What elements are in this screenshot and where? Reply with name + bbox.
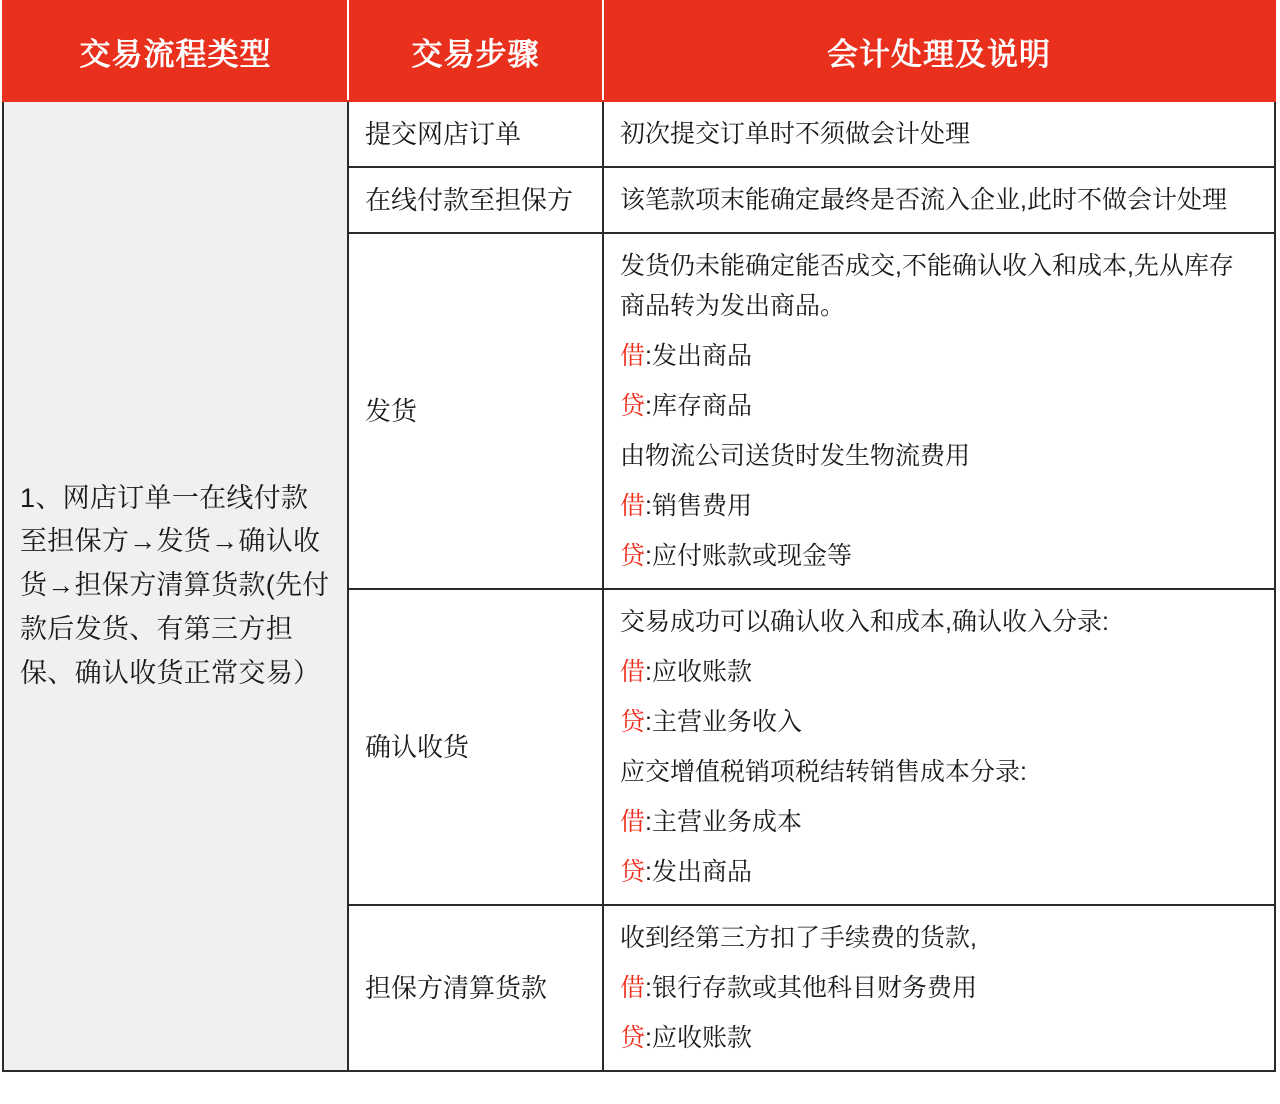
- column-header-flow-type: 交易流程类型: [3, 1, 348, 101]
- description-cell: [603, 233, 1275, 589]
- description-line: 由物流公司送货时发生物流费用: [620, 442, 971, 470]
- journal-entry-account: :发出商品: [645, 858, 752, 886]
- journal-entry-line: [620, 336, 1258, 376]
- journal-entry-account: :销售费用: [645, 492, 752, 520]
- step-cell: 在线付款至担保方: [348, 167, 603, 233]
- journal-entry-account: :库存商品: [645, 392, 752, 420]
- journal-entry-line: [620, 652, 1258, 692]
- journal-entry-account: :主营业务成本: [645, 808, 802, 836]
- description-line: 收到经第三方扣了手续费的货款,: [620, 924, 977, 952]
- journal-entry-line: [620, 702, 1258, 742]
- description-cell: [603, 589, 1275, 905]
- step-cell: 提交网店订单: [348, 101, 603, 167]
- journal-entry-line: [620, 968, 1258, 1008]
- credit-tag: 贷: [620, 542, 646, 570]
- step-cell: 发货: [348, 233, 603, 589]
- journal-entry-line: [620, 802, 1258, 842]
- debit-tag: 借: [620, 808, 646, 836]
- credit-tag: 贷: [620, 1024, 646, 1052]
- credit-tag: 贷: [620, 708, 646, 736]
- journal-entry-account: :应收账款: [645, 1024, 752, 1052]
- description-cell: [603, 905, 1275, 1071]
- table-row: [3, 101, 1275, 167]
- accounting-process-table: [2, 0, 1276, 1072]
- journal-entry-account: :发出商品: [645, 342, 752, 370]
- description-cell: [603, 167, 1275, 233]
- journal-entry-line: [620, 1018, 1258, 1058]
- step-cell: 确认收货: [348, 589, 603, 905]
- step-cell: 担保方清算货款: [348, 905, 603, 1071]
- journal-entry-line: [620, 386, 1258, 426]
- journal-entry-account: :主营业务收入: [645, 708, 802, 736]
- description-line: 应交增值税销项税结转销售成本分录:: [620, 758, 1027, 786]
- journal-entry-line: [620, 486, 1258, 526]
- description-cell: [603, 101, 1275, 167]
- debit-tag: 借: [620, 974, 646, 1002]
- description-line: 初次提交订单时不须做会计处理: [620, 120, 971, 148]
- description-line: 该笔款项末能确定最终是否流入企业,此时不做会计处理: [620, 186, 1227, 214]
- journal-entry-account: :银行存款或其他科目财务费用: [645, 974, 977, 1002]
- debit-tag: 借: [620, 492, 646, 520]
- debit-tag: 借: [620, 658, 646, 686]
- column-header-description: 会计处理及说明: [603, 1, 1275, 101]
- table-header-row: [3, 1, 1275, 101]
- journal-entry-account: :应付账款或现金等: [645, 542, 852, 570]
- table-body: [3, 101, 1275, 1071]
- credit-tag: 贷: [620, 858, 646, 886]
- credit-tag: 贷: [620, 392, 646, 420]
- journal-entry-account: :应收账款: [645, 658, 752, 686]
- column-header-step: 交易步骤: [348, 1, 603, 101]
- description-line: 发货仍未能确定能否成交,不能确认收入和成本,先从库存商品转为发出商品。: [620, 252, 1234, 320]
- journal-entry-line: [620, 536, 1258, 576]
- description-line: 交易成功可以确认收入和成本,确认收入分录:: [620, 608, 1109, 636]
- flow-type-cell: 1、网店订单一在线付款至担保方→发货→确认收货→担保方清算货款(先付款后发货、有第三方担保、确认收货正常交易）: [3, 101, 348, 1071]
- debit-tag: 借: [620, 342, 646, 370]
- journal-entry-line: [620, 852, 1258, 892]
